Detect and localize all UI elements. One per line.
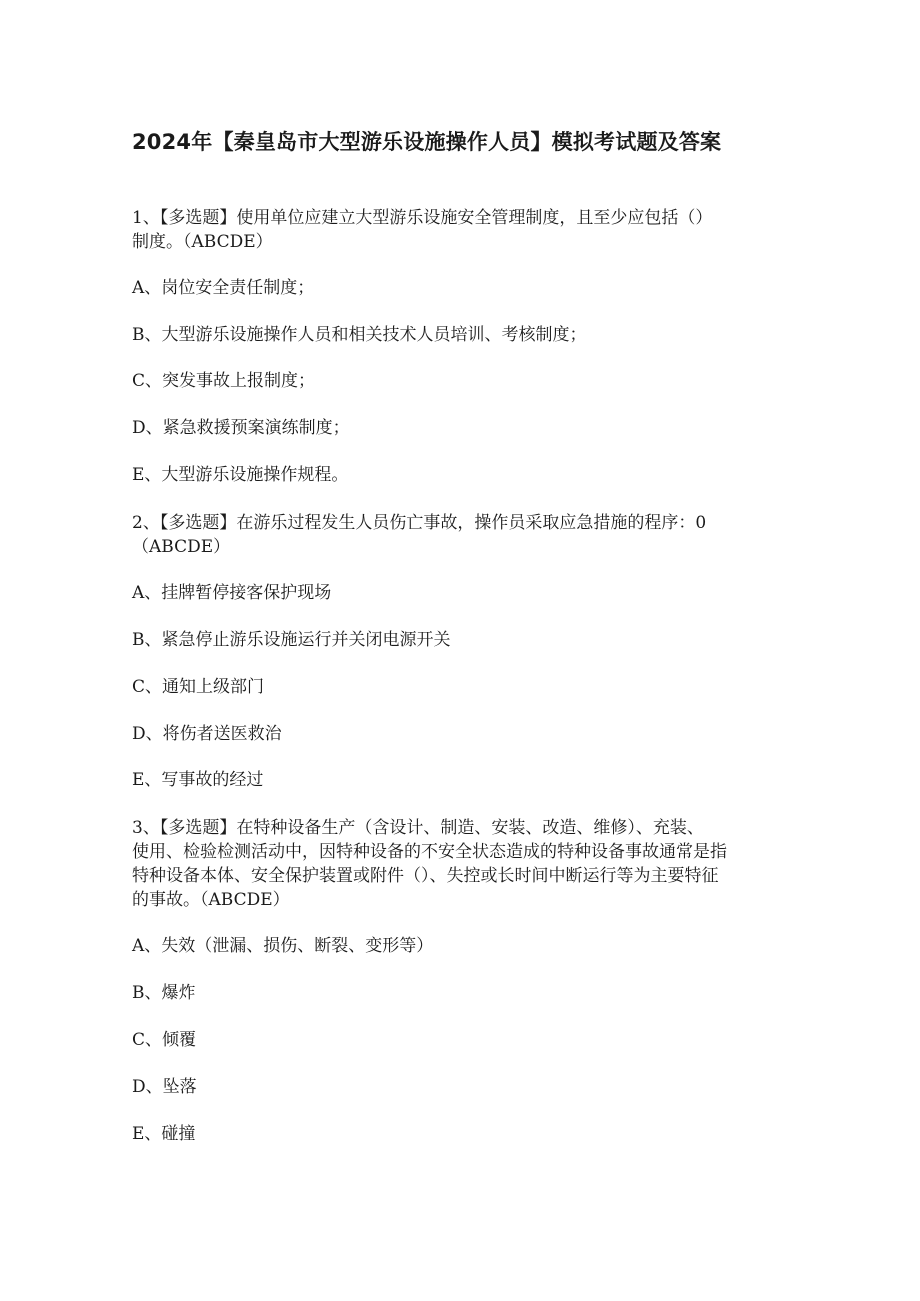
question-3-option-a: A、失效（泄漏、损伤、断裂、变形等）: [132, 936, 434, 956]
question-1-option-d: D、紧急救援预案演练制度；: [132, 418, 350, 438]
question-1-stem-line-2: 制度。（ABCDE）: [132, 232, 273, 252]
question-2-stem-line-2: （ABCDE）: [132, 537, 231, 557]
question-2-option-c: C、通知上级部门: [132, 677, 265, 697]
question-3-option-c: C、倾覆: [132, 1030, 197, 1050]
question-2-option-b: B、紧急停止游乐设施运行并关闭电源开关: [132, 630, 451, 650]
question-3-option-b: B、爆炸: [132, 983, 196, 1003]
question-3-stem-line-1: 3、【多选题】在特种设备生产（含设计、制造、安装、改造、维修）、充装、: [132, 818, 704, 838]
question-1-stem-line-1: 1、【多选题】使用单位应建立大型游乐设施安全管理制度，且至少应包括（）: [132, 208, 713, 228]
question-3-stem-line-4: 的事故。（ABCDE）: [132, 890, 290, 910]
question-1-option-a: A、岗位安全责任制度；: [132, 278, 315, 298]
question-2-stem-line-1: 2、【多选题】在游乐过程发生人员伤亡事故，操作员采取应急措施的程序：0: [132, 513, 707, 533]
question-3-stem-line-2: 使用、检验检测活动中，因特种设备的不安全状态造成的特种设备事故通常是指: [132, 842, 727, 862]
question-2-option-d: D、将伤者送医救治: [132, 724, 282, 744]
document-title: 2024年【秦皇岛市大型游乐设施操作人员】模拟考试题及答案: [132, 130, 722, 154]
question-1-option-c: C、突发事故上报制度；: [132, 371, 316, 391]
question-3-option-e: E、碰撞: [132, 1124, 196, 1144]
question-2-option-e: E、写事故的经过: [132, 770, 264, 790]
question-3-option-d: D、坠落: [132, 1077, 197, 1097]
question-3-stem-line-3: 特种设备本体、安全保护装置或附件（）、失控或长时间中断运行等为主要特征: [132, 866, 719, 886]
question-2-option-a: A、挂牌暂停接客保护现场: [132, 583, 332, 603]
question-1-option-b: B、大型游乐设施操作人员和相关技术人员培训、考核制度；: [132, 325, 587, 345]
question-1-option-e: E、大型游乐设施操作规程。: [132, 465, 349, 485]
